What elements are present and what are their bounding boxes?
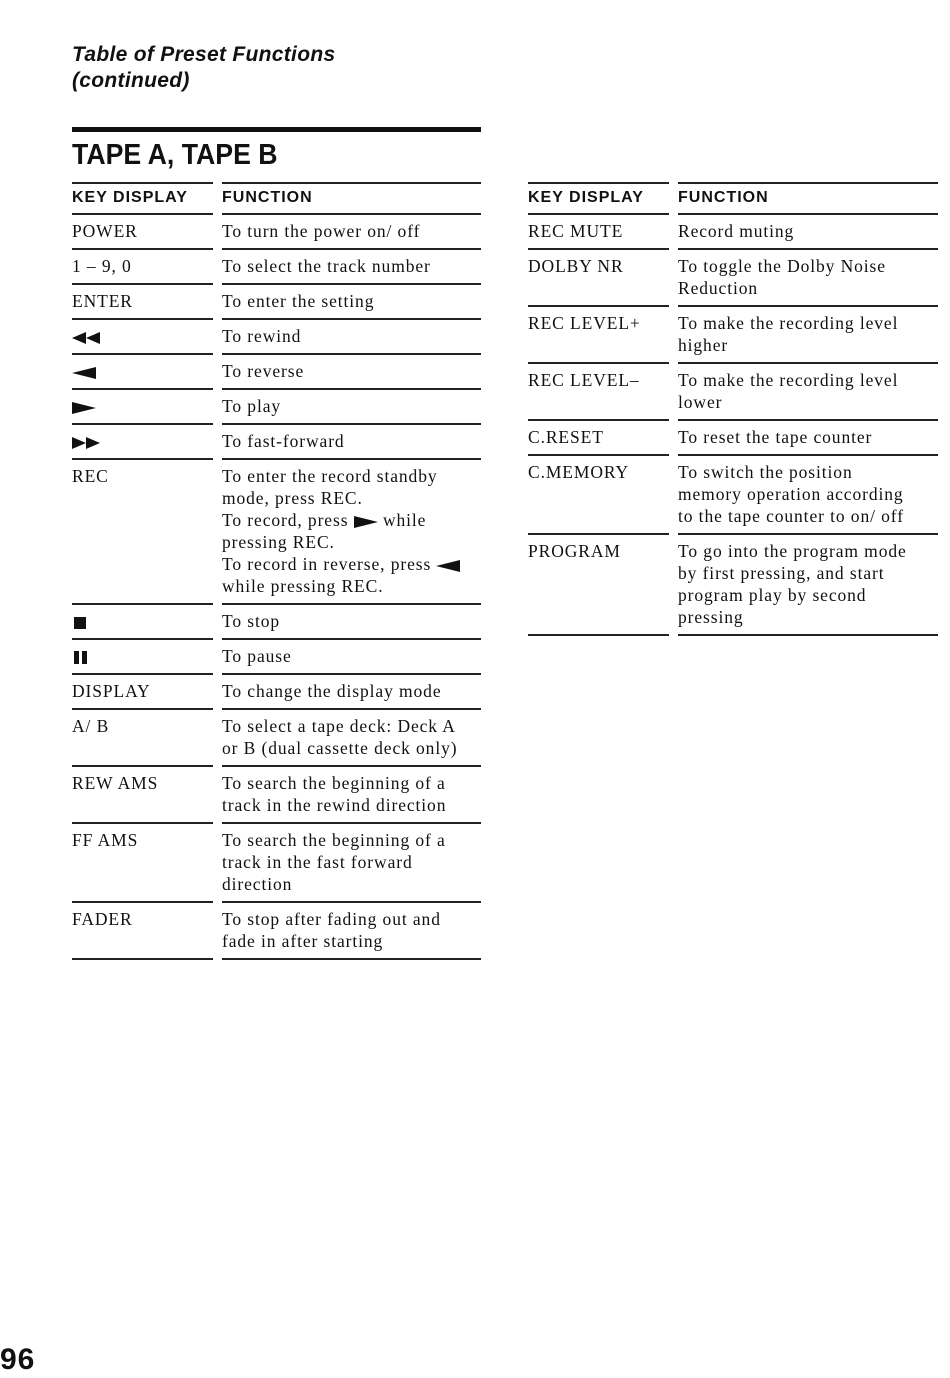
function-text: fade in after starting xyxy=(222,931,384,951)
table-row xyxy=(528,250,938,307)
function-cell xyxy=(222,903,481,960)
function-text: To switch the position xyxy=(678,462,853,482)
function-text: Record muting xyxy=(678,221,795,241)
table-row xyxy=(72,355,481,390)
key-display-header: KEY DISPLAY xyxy=(72,182,213,215)
function-text: program play by second xyxy=(678,585,867,605)
function-text: to the tape counter to on/ off xyxy=(678,506,904,526)
key-cell: PROGRAM xyxy=(528,535,669,636)
play-icon xyxy=(72,402,96,414)
function-cell xyxy=(222,640,481,675)
function-text xyxy=(222,553,481,575)
reverse-play-icon xyxy=(72,367,96,379)
function-text: track in the fast forward xyxy=(222,852,413,872)
key-cell: DISPLAY xyxy=(72,675,213,710)
play-icon xyxy=(354,516,378,528)
function-text: pressing xyxy=(678,607,744,627)
left-function-table xyxy=(72,182,481,960)
page-number: 96 xyxy=(0,1343,36,1376)
function-text: To make the recording level xyxy=(678,313,899,333)
function-cell xyxy=(222,710,481,767)
function-text: To turn the power on/ off xyxy=(222,221,421,241)
function-text: To go into the program mode xyxy=(678,541,907,561)
function-text: To stop after fading out and xyxy=(222,909,441,929)
table-row xyxy=(528,307,938,364)
function-cell xyxy=(222,824,481,903)
function-text-part: while xyxy=(382,510,427,530)
function-text: To play xyxy=(222,396,282,416)
table-row xyxy=(72,640,481,675)
function-text: To toggle the Dolby Noise xyxy=(678,256,886,276)
key-cell xyxy=(72,640,213,675)
function-text: direction xyxy=(222,874,293,894)
function-cell xyxy=(678,307,938,364)
key-cell xyxy=(72,355,213,390)
function-text: while pressing REC. xyxy=(222,576,384,596)
key-cell: C.RESET xyxy=(528,421,669,456)
key-cell: 1 – 9, 0 xyxy=(72,250,213,285)
stop-icon xyxy=(74,617,86,629)
page-header xyxy=(72,42,335,94)
function-cell xyxy=(222,605,481,640)
function-cell xyxy=(678,456,938,535)
function-text-part: To record, press xyxy=(222,510,349,530)
table-header-row xyxy=(528,182,938,215)
table-row xyxy=(72,903,481,960)
table-row xyxy=(72,824,481,903)
table-row xyxy=(528,456,938,535)
function-text: pressing REC. xyxy=(222,532,335,552)
key-cell xyxy=(72,390,213,425)
key-cell: DOLBY NR xyxy=(528,250,669,307)
function-cell xyxy=(222,390,481,425)
reverse-play-icon xyxy=(436,560,460,572)
function-cell xyxy=(222,320,481,355)
function-cell xyxy=(222,215,481,250)
function-text: To select a tape deck: Deck A xyxy=(222,716,456,736)
table-row xyxy=(72,460,481,605)
section-rule xyxy=(72,127,481,132)
section-title: TAPE A, TAPE B xyxy=(72,139,278,171)
key-cell: FF AMS xyxy=(72,824,213,903)
key-cell: REW AMS xyxy=(72,767,213,824)
key-cell: POWER xyxy=(72,215,213,250)
function-text: To select the track number xyxy=(222,256,431,276)
function-cell xyxy=(678,250,938,307)
function-text: To make the recording level xyxy=(678,370,899,390)
function-text: memory operation according xyxy=(678,484,904,504)
key-cell xyxy=(72,605,213,640)
table-row xyxy=(72,675,481,710)
table-row xyxy=(72,250,481,285)
function-text: Reduction xyxy=(678,278,759,298)
page-header-title: Table of Preset Functions xyxy=(72,43,336,66)
function-text: To change the display mode xyxy=(222,681,442,701)
key-cell: REC LEVEL+ xyxy=(528,307,669,364)
key-cell: A/ B xyxy=(72,710,213,767)
function-text: lower xyxy=(678,392,723,412)
function-text: To reset the tape counter xyxy=(678,427,873,447)
function-cell xyxy=(222,460,481,605)
function-text: To rewind xyxy=(222,326,302,346)
key-cell: FADER xyxy=(72,903,213,960)
function-text-part: To record in reverse, press xyxy=(222,554,432,574)
table-row xyxy=(72,215,481,250)
key-cell: REC xyxy=(72,460,213,605)
key-display-header: KEY DISPLAY xyxy=(528,182,669,215)
table-row xyxy=(72,320,481,355)
function-text: higher xyxy=(678,335,729,355)
function-header: FUNCTION xyxy=(222,182,481,215)
function-text: To reverse xyxy=(222,361,305,381)
key-cell: REC MUTE xyxy=(528,215,669,250)
table-row xyxy=(72,605,481,640)
function-text: To search the beginning of a xyxy=(222,773,446,793)
table-row xyxy=(72,767,481,824)
function-text: or B (dual cassette deck only) xyxy=(222,738,458,758)
function-text: track in the rewind direction xyxy=(222,795,447,815)
function-cell xyxy=(678,364,938,421)
function-text: To stop xyxy=(222,611,281,631)
function-cell xyxy=(222,767,481,824)
function-text: mode, press REC. xyxy=(222,488,363,508)
right-function-table xyxy=(528,182,938,636)
key-cell: REC LEVEL– xyxy=(528,364,669,421)
fast-forward-icon xyxy=(72,437,100,449)
key-cell xyxy=(72,425,213,460)
pause-icon xyxy=(74,651,90,664)
key-cell xyxy=(72,320,213,355)
table-row xyxy=(528,364,938,421)
function-cell xyxy=(222,285,481,320)
function-text: by first pressing, and start xyxy=(678,563,885,583)
function-header: FUNCTION xyxy=(678,182,938,215)
function-cell xyxy=(678,421,938,456)
rewind-icon xyxy=(72,332,100,344)
function-text: To search the beginning of a xyxy=(222,830,446,850)
function-text: To fast-forward xyxy=(222,431,345,451)
function-text: To pause xyxy=(222,646,292,666)
table-row xyxy=(528,421,938,456)
page-header-continued: (continued) xyxy=(72,69,190,92)
function-cell xyxy=(222,675,481,710)
function-text xyxy=(222,509,481,531)
table-row xyxy=(72,425,481,460)
function-cell xyxy=(222,425,481,460)
table-row xyxy=(528,535,938,636)
key-cell: C.MEMORY xyxy=(528,456,669,535)
function-cell xyxy=(222,355,481,390)
function-cell xyxy=(678,535,938,636)
key-cell: ENTER xyxy=(72,285,213,320)
table-row xyxy=(72,390,481,425)
function-cell xyxy=(222,250,481,285)
function-text: To enter the record standby xyxy=(222,466,438,486)
table-row xyxy=(72,710,481,767)
table-header-row xyxy=(72,182,481,215)
function-cell xyxy=(678,215,938,250)
function-text: To enter the setting xyxy=(222,291,375,311)
table-row xyxy=(72,285,481,320)
table-row xyxy=(528,215,938,250)
